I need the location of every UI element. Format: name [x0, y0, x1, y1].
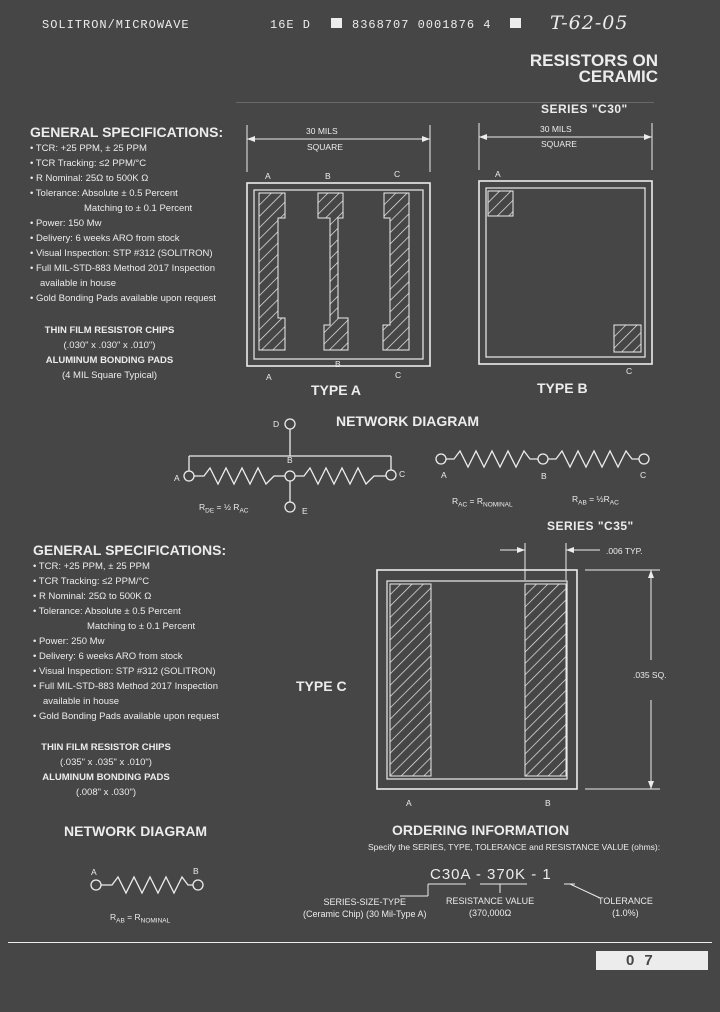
ordering-label-resistance-1: RESISTANCE VALUE [446, 896, 535, 906]
type-c-dim-typ: .006 TYP. [606, 546, 643, 556]
spec-item: available in house [43, 696, 120, 707]
type-c-dim-sq: .035 SQ. [633, 670, 667, 680]
c35-pad-dims: (.008" x .030") [75, 787, 137, 798]
c30-chip-dims: (.030" x .030" x .010") [63, 340, 156, 351]
spec-item: • Visual Inspection: STP #312 (SOLITRON) [30, 248, 213, 259]
formula-rab-rest: = ½R [586, 494, 610, 504]
spec-item: Matching to ± 0.1 Percent [87, 621, 196, 632]
type-a-dim-mils: 30 MILS [306, 126, 338, 136]
formula-rac-sub2: NOMINAL [483, 501, 513, 509]
type-c-label: TYPE C [296, 678, 347, 694]
network2-node-a: A [91, 867, 97, 877]
formula-rab-sub2: AC [609, 499, 619, 507]
ordering-title: ORDERING INFORMATION [392, 822, 570, 838]
type-a-pad-a-bottom: A [266, 372, 272, 382]
type-b-dim-square: SQUARE [541, 139, 577, 149]
c30-general-specs-title: GENERAL SPECIFICATIONS: [30, 124, 224, 140]
formula-rac-rest: = R [467, 496, 483, 506]
network1-node-d: D [273, 419, 280, 429]
formula2-sub: AB [116, 917, 125, 925]
spec-item: • R Nominal: 25Ω to 500K Ω [33, 591, 152, 602]
network1-node-b: B [287, 455, 293, 465]
network1-node-c: C [399, 469, 406, 479]
formula-rac-sub: AC [458, 501, 468, 509]
page-title-line-2: CERAMIC [578, 67, 658, 86]
footer-rule [8, 942, 712, 943]
ordering-subtitle: Specify the SERIES, TYPE, TOLERANCE and RESISTANCE VALUE (ohms): [368, 842, 661, 852]
page-title-line-1: RESISTORS ON [529, 51, 658, 70]
type-a-label: TYPE A [311, 382, 362, 398]
c35-general-specs-title: GENERAL SPECIFICATIONS: [33, 542, 227, 558]
ordering-label-tolerance-2: (1.0%) [612, 908, 639, 918]
spec-item: • Full MIL-STD-883 Method 2017 Inspection [33, 681, 218, 692]
formula2-r: R [110, 912, 117, 922]
spec-item: • TCR Tracking: ≤2 PPM/°C [30, 158, 147, 169]
type-a-pad-a-top: A [265, 171, 271, 181]
network-diagram-2-title: NETWORK DIAGRAM [64, 823, 208, 839]
type-a-pad-c-bottom: C [395, 370, 402, 380]
spec-item: • Tolerance: Absolute ± 0.5 Percent [30, 188, 178, 199]
ordering-label-resistance-2: (370,000Ω [468, 908, 512, 918]
type-c-pad-a: A [406, 798, 412, 808]
spec-item: • Power: 150 Mw [30, 218, 102, 229]
ordering-label-series-1: SERIES-SIZE-TYPE [323, 897, 407, 907]
c35-pad-title: ALUMINUM BONDING PADS [42, 772, 170, 783]
ordering-label-resistance [446, 895, 534, 919]
type-c-pad-b: B [545, 798, 551, 808]
spec-item: • Power: 250 Mw [33, 636, 105, 647]
type-b-pad-c: C [626, 366, 633, 376]
header-code-1: 16E D [270, 18, 312, 32]
ordering-code: C30A - 370K - 1 [430, 866, 552, 883]
ordering-label-tolerance [598, 895, 653, 919]
handwritten-code: T-62-05 [550, 12, 629, 34]
network1-series-node-a: A [441, 470, 447, 480]
formula-rab-r: R [572, 494, 579, 504]
formula-rde-rest: = ½ R [214, 502, 240, 512]
c35-chip-dims: (.035" x .035" x .010") [60, 757, 152, 768]
formula-rac-r: R [452, 496, 459, 506]
formula-rde-sub: DE [205, 507, 215, 515]
spec-item: • Delivery: 6 weeks ARO from stock [30, 233, 180, 244]
c35-chip-title: THIN FILM RESISTOR CHIPS [41, 742, 171, 753]
type-b-pad-a: A [495, 169, 501, 179]
spec-item: • TCR: +25 PPM, ± 25 PPM [30, 143, 147, 154]
formula2-rest: = R [124, 912, 141, 922]
network1-series-node-c: C [640, 470, 647, 480]
page-number: 07 [596, 951, 708, 970]
c30-chip-title: THIN FILM RESISTOR CHIPS [44, 325, 175, 336]
spec-item: • TCR Tracking: ≤2 PPM/°C [33, 576, 150, 587]
spec-item: • Visual Inspection: STP #312 (SOLITRON) [33, 666, 216, 677]
network1-node-a: A [174, 473, 180, 483]
spec-item: • TCR: +25 PPM, ± 25 PPM [33, 561, 150, 572]
type-a-pad-c-top: C [394, 169, 401, 179]
company-name: SOLITRON/MICROWAVE [42, 18, 190, 32]
c30-pad-title: ALUMINUM BONDING PADS [45, 355, 174, 366]
spec-item: • R Nominal: 25Ω to 500K Ω [30, 173, 149, 184]
series-c35-label: SERIES "C35" [547, 519, 634, 533]
type-a-pad-b-bottom: B [335, 359, 341, 369]
spec-item: available in house [40, 278, 117, 289]
ordering-label-tolerance-1: TOLERANCE [598, 896, 653, 906]
c30-pad-dims: (4 MIL Square Typical) [61, 370, 158, 381]
type-a-pad-b-top: B [325, 171, 331, 181]
formula-rde-sub2: AC [239, 507, 249, 515]
formula-rab-sub: AB [578, 499, 587, 507]
network1-node-e: E [302, 506, 308, 516]
ordering-label-series-2: (Ceramic Chip) (30 Mil-Type A) [303, 909, 427, 919]
spec-item: • Gold Bonding Pads available upon request [33, 711, 220, 722]
formula2-sub2: NOMINAL [140, 917, 171, 925]
spec-item: • Full MIL-STD-883 Method 2017 Inspection [30, 263, 215, 274]
type-b-label: TYPE B [537, 380, 588, 396]
type-a-dim-square: SQUARE [307, 142, 343, 152]
network2-node-b: B [193, 866, 199, 876]
spec-item: • Delivery: 6 weeks ARO from stock [33, 651, 183, 662]
formula-rde-r: R [199, 502, 206, 512]
network-diagram-1-title: NETWORK DIAGRAM [336, 413, 480, 429]
network1-series-node-b: B [541, 471, 547, 481]
spec-item: Matching to ± 0.1 Percent [84, 203, 193, 214]
type-b-dim-mils: 30 MILS [540, 124, 572, 134]
spec-item: • Gold Bonding Pads available upon request [30, 293, 217, 304]
header-code-2: 8368707 0001876 4 [352, 18, 492, 32]
ordering-label-series [303, 896, 427, 920]
spec-item: • Tolerance: Absolute ± 0.5 Percent [33, 606, 181, 617]
series-c30-label: SERIES "C30" [541, 102, 628, 116]
